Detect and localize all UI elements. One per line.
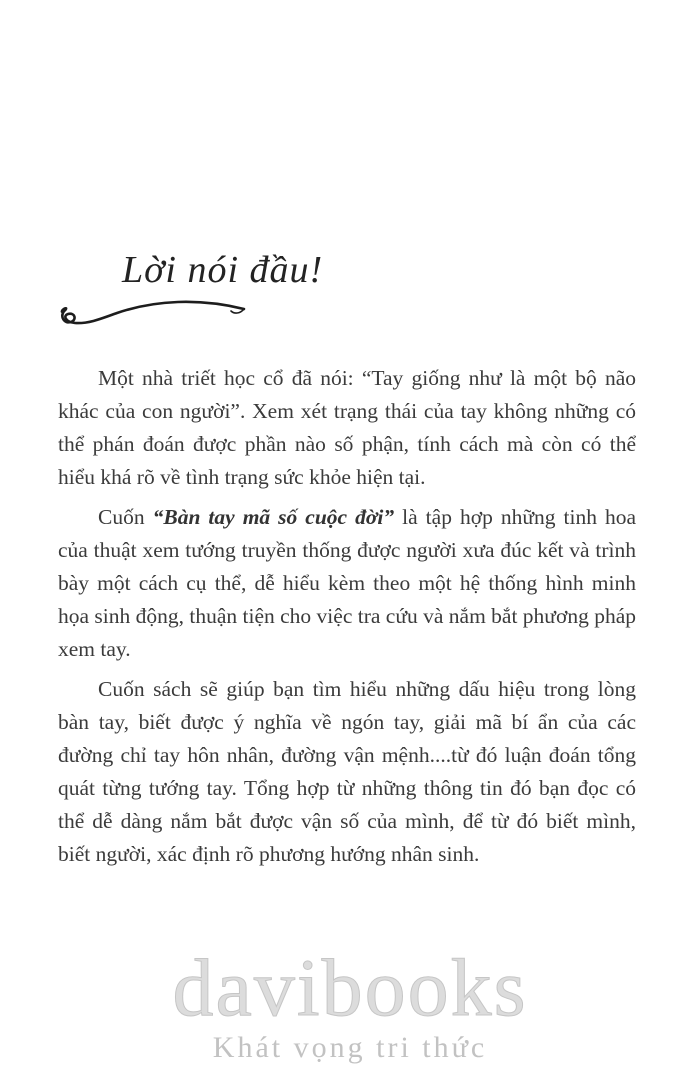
paragraph-2-text-cont: là tập hợp những tinh hoa của thuật xem tướng truyền thống được người xưa đúc kết và trình bày một cách cụ thể, dễ hiểu kèm theo một hệ thống hình minh họa sinh động, thuận tiện cho việc tra cứu và nắm bắt phương pháp xem tay.: [58, 505, 637, 661]
book-title-emphasis: “Bàn tay mã số cuộc đời”: [152, 505, 395, 529]
calligraphic-flourish-icon: [58, 296, 248, 330]
paragraph-2: [58, 501, 636, 666]
watermark-brand-text: davibooks: [172, 942, 528, 1033]
paragraph-1: Một nhà triết học cổ đã nói: “Tay giống như là một bộ não khác của con người”. Xem xét trạng thái của tay không những có thể phán đoán được phần nào số phận, tính cách mà còn có thể hiểu khá rõ về tình trạng sức khỏe hiện tại.: [58, 366, 636, 489]
preface-body: [58, 362, 636, 878]
page-title: Lời nói đầu!: [122, 249, 324, 291]
paragraph-3: Cuốn sách sẽ giúp bạn tìm hiểu những dấu hiệu trong lòng bàn tay, biết được ý nghĩa về ngón tay, giải mã bí ẩn của các đường chỉ tay hôn nhân, đường vận mệnh....từ đó luận đoán tổng quát từng tướng tay. Tổng hợp từ những thông tin đó bạn đọc có thể dễ dàng nắm bắt được vận số của mình, để từ đó biết mình, biết người, xác định rõ phương hướng nhân sinh.: [58, 677, 636, 866]
preface-header: [0, 248, 700, 330]
paragraph-2-text: Cuốn: [98, 505, 153, 529]
publisher-watermark: [0, 942, 700, 1066]
watermark-slogan-text: Khát vọng tri thức: [212, 1031, 488, 1064]
